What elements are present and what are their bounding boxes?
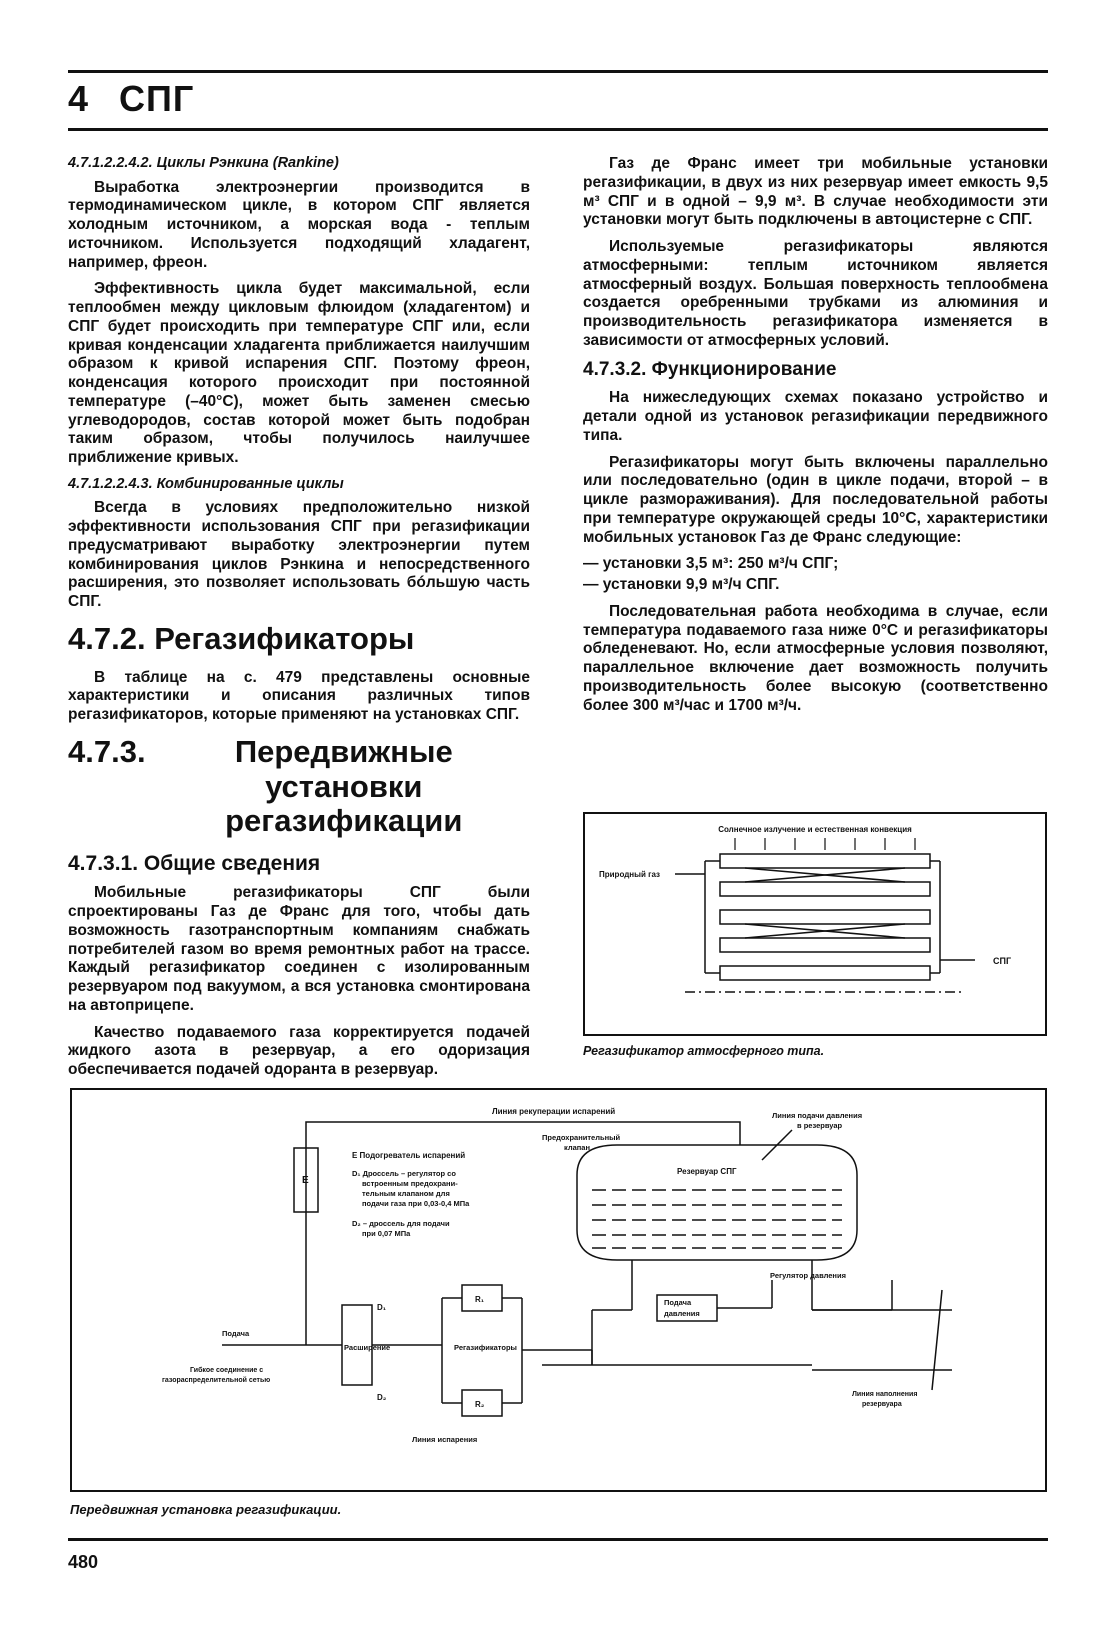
page-number: 480 <box>68 1552 99 1572</box>
label-supply: Подача <box>222 1329 250 1338</box>
paragraph: Эффективность цикла будет максимальной, если теплообмен между цикловым флюидом (хладагентом) и СПГ будет происходить при температуре СПГ или, если кривая конденсации хладагента приближается наилучшим образом к кривой испарения СПГ. Поэтому фреон, конденсация которого происходит при постоянной температуре (–40°С), может быть заменен смесью углеводородов, состав которой может быть подобран таким образом, чтобы получилось наилучшее приближение кривых. <box>68 280 530 467</box>
list-item: — установки 9,9 м³/ч СПГ. <box>583 576 780 594</box>
label-evaporation-line: Линия испарения <box>412 1435 478 1444</box>
chapter-title: СПГ <box>119 78 195 119</box>
paragraph: Выработка электроэнергии производится в термодинамическом цикле, в котором СПГ является холодным источником, а морская вода - теплым источником. Используется подходящий хладагент, например, фреон. <box>68 178 530 271</box>
mobile-unit-diagram <box>72 1090 1045 1490</box>
label-expansion: Расширение <box>344 1343 391 1352</box>
label-recovery-line: Линия рекуперации испарений <box>492 1107 616 1116</box>
paragraph: Последовательная работа необходима в случае, если температура подаваемого газа ниже 0°С и регазификаторы обледеневают. Но, если атмосферные условия позволяют, параллельное включение дает возможность получить производительность более высокую (соответственно более 300 м³/час и 1700 м³/ч. <box>583 602 1048 714</box>
label-fill-line: резервуара <box>862 1401 902 1408</box>
label-E: E <box>302 1175 309 1186</box>
paragraph: Мобильные регазификаторы СПГ были спроектированы Газ де Франс для того, чтобы дать возможность газотранспортным компаниям снабжать потребителей газом во время ремонтных работ на трассе. Каждый регазификатор соединен с изолированным резервуаром под вакуумом, а вся установка смонтирована на автоприцепе. <box>68 884 530 1014</box>
label-solar-convection: Солнечное излучение и естественная конвекция <box>718 825 912 834</box>
legend-D1: D₁ Дроссель – регулятор со <box>352 1169 456 1178</box>
section-heading-473 <box>68 735 530 839</box>
section-heading-472 <box>68 622 530 657</box>
chapter-number: 4 <box>68 78 90 119</box>
label-R2: R₂ <box>475 1400 485 1409</box>
paragraph: Регазификаторы могут быть включены параллельно или последовательно (один в цикле подачи, второй – в цикле размораживания). Для последовательной работы при температуре окружающей среды 10°С, характеристики мобильных установок Газ де Франс следующие: <box>583 453 1048 546</box>
section-heading-4732: 4.7.3.2. Функционирование <box>583 358 837 380</box>
section-title: Передвижные установки регазификации <box>225 733 463 839</box>
header-rule-top <box>68 70 1048 73</box>
paragraph: Качество подаваемого газа корректируется подачей жидкого азота в резервуар, а его одоризация обеспечивается подачей одоранта в резервуар. <box>68 1023 530 1079</box>
label-lng-tank: Резервуар СПГ <box>677 1167 737 1176</box>
label-pressure-feed: Подача <box>664 1298 692 1307</box>
label-lng: СПГ <box>993 956 1012 966</box>
label-regasifiers: Регазификаторы <box>454 1343 517 1352</box>
paragraph: Всегда в условиях предположительно низкой эффективности использования СПГ при регазификации предусматривают выработку электроэнергии путем комбинирования циклов Рэнкина и непосредственного расширения, это позволяет использовать бóльшую часть СПГ. <box>68 499 530 611</box>
section-number: 4.7.2. <box>68 620 146 656</box>
legend-D1: тельным клапаном для <box>362 1189 450 1198</box>
regasifier-diagram <box>585 814 1045 1034</box>
label-natural-gas: Природный газ <box>599 870 660 879</box>
header-rule-bottom <box>68 128 1048 131</box>
label-pressure-line: Линия подачи давления <box>772 1111 863 1120</box>
convection-arrows <box>735 838 915 850</box>
paragraph: В таблице на с. 479 представлены основные характеристики и описания различных типов регазификаторов, которые применяют на установках СПГ. <box>68 668 530 724</box>
piping <box>222 1122 952 1416</box>
list-item: — установки 3,5 м³: 250 м³/ч СПГ; <box>583 555 839 573</box>
legend-D2: D₂ – дроссель для подачи <box>352 1219 450 1228</box>
footer-rule <box>68 1538 1048 1541</box>
subsection-rankine-title: 4.7.1.2.2.4.2. Циклы Рэнкина (Rankine) <box>68 155 339 171</box>
figure-caption: Передвижная установка регазификации. <box>70 1502 342 1517</box>
right-column <box>583 155 1048 723</box>
section-number: 4.7.3. <box>68 733 146 769</box>
paragraph: Используемые регазификаторы являются атмосферными: теплым источником является атмосферный воздух. Большая поверхность теплообмена создается оребренными трубками из алюминия и производительность регазификатора изменяется в зависимости от атмосферных условий. <box>583 238 1048 349</box>
paragraph: Газ де Франс имеет три мобильные установки регазификации, в двух из них резервуар имеет емкость 9,5 м³ СПГ и в одной – 9,9 м³. В случае необходимости эти установки могут быть подключены в автоцистерне с СПГ. <box>583 155 1048 229</box>
section-heading-4731: 4.7.3.1. Общие сведения <box>68 851 321 875</box>
legend-D1: подачи газа при 0,03-0,4 МПа <box>362 1199 470 1208</box>
chapter-heading <box>68 78 194 120</box>
label-pressure-line: в резервуар <box>797 1121 843 1130</box>
heat-exchanger-tubes <box>675 854 975 992</box>
legend-D2: при 0,07 МПа <box>362 1229 411 1238</box>
label-pressure-regulator: Регулятор давления <box>770 1271 846 1280</box>
paragraph: На нижеследующих схемах показано устройство и детали одной из установок регазификации передвижного типа. <box>583 389 1048 444</box>
figure-atmospheric-regasifier <box>583 812 1047 1036</box>
left-column <box>68 155 530 1088</box>
label-R1: R₁ <box>475 1295 485 1304</box>
legend-E: E Подогреватель испарений <box>352 1151 466 1160</box>
section-title: Регазификаторы <box>154 620 415 656</box>
figure-mobile-regasification-unit <box>70 1088 1047 1492</box>
label-D2: D₂ <box>377 1393 387 1402</box>
subsection-combined-title: 4.7.1.2.2.4.3. Комбинированные циклы <box>68 475 344 492</box>
label-pressure-feed: давления <box>664 1309 700 1318</box>
label-safety-valve: клапан <box>564 1143 591 1152</box>
legend-D1: встроенным предохрани- <box>362 1179 458 1188</box>
label-flex-connection: Гибкое соединение с <box>190 1367 264 1374</box>
figure-caption: Регазификатор атмосферного типа. <box>583 1044 825 1058</box>
label-fill-line: Линия наполнения <box>852 1391 918 1398</box>
label-flex-connection: газораспределительной сетью <box>162 1377 271 1384</box>
label-safety-valve: Предохранительный <box>542 1133 621 1142</box>
label-D1: D₁ <box>377 1303 387 1312</box>
